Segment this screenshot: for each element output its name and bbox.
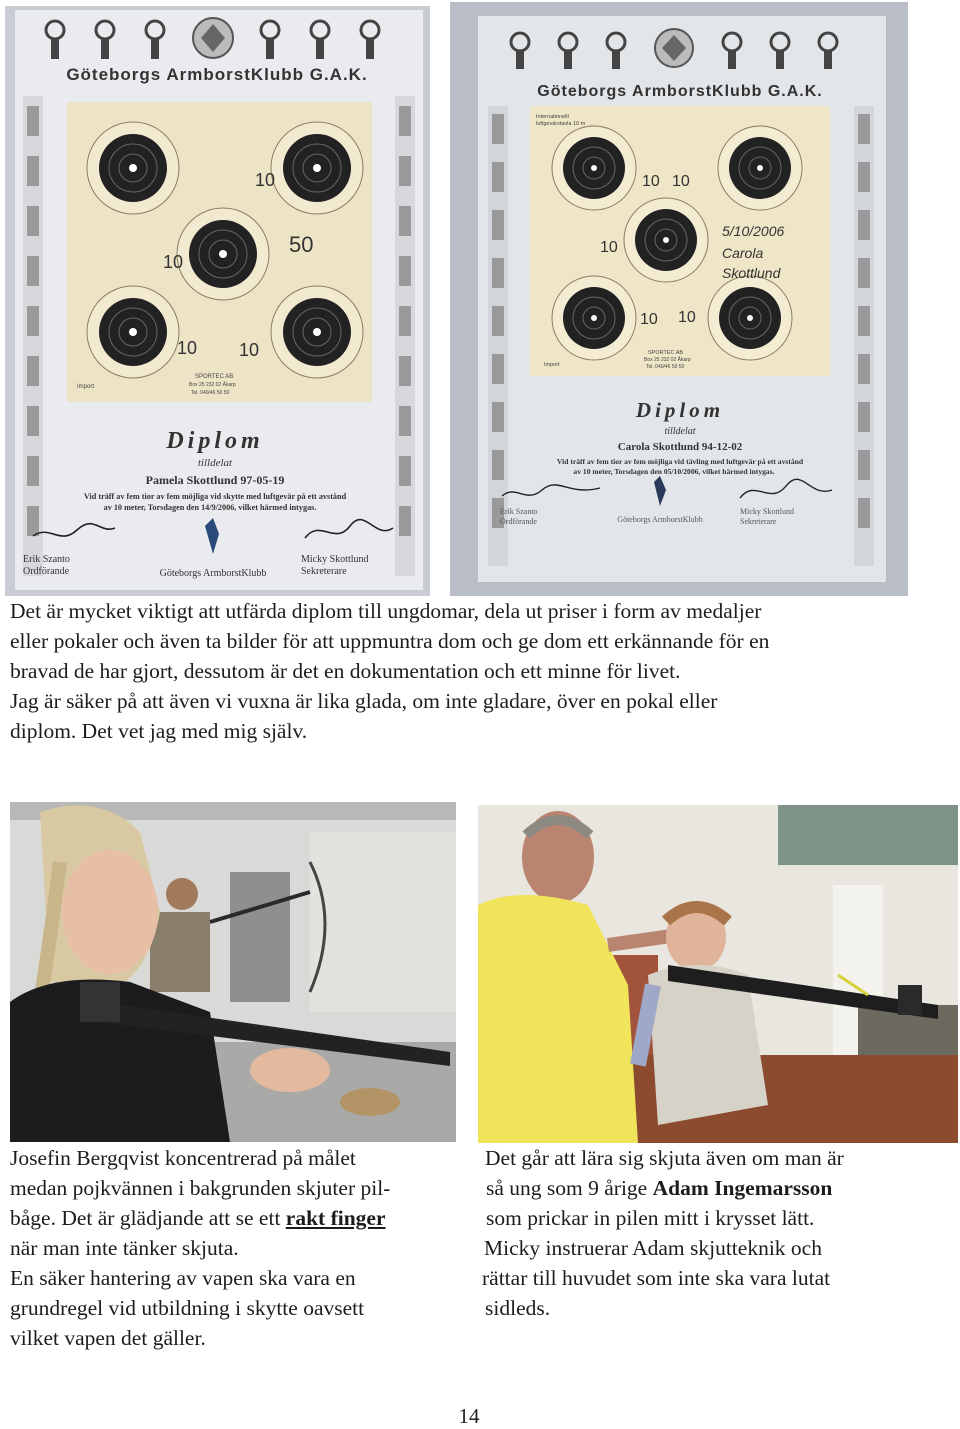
target-icon [718,126,802,210]
target-icon [552,126,636,210]
trophy-strip-left-icon [488,106,508,566]
caption-right [482,1143,952,1323]
sponsor-address: Box 25 232 02 Åkarp [189,382,236,388]
signer1-name: Erik Szanto [500,507,538,516]
target-icon [271,286,363,378]
footer-club: Göteborgs ArmborstKlubb [617,515,703,524]
diploma-recipient: Carola Skottlund 94-12-02 [617,441,743,453]
emphasis-rakt-finger: rakt finger [285,1206,386,1230]
target-icon [87,286,179,378]
caption-line: sidleds. [485,1296,551,1320]
caption-line: grundregel vid utbildning i skytte oavsett [10,1296,365,1320]
caption-line [10,1203,475,1233]
hand-score: 10 [163,252,184,272]
intro-line: Jag är säker på att även vi vuxna är lika glada, om inte gladare, över en pokal eller [10,689,718,713]
trophy-strip-left-icon [23,96,43,576]
target-label: luftgevärstavla 10 m [536,121,586,127]
diploma-text: Vid träff av fem tior av fem möjliga vid tävling med luftgevär på ett avstånd [556,457,804,466]
target-icon [271,122,363,214]
target-icon [552,276,636,360]
sponsor-phone: Tel. 040/46 50 50 [191,390,230,396]
caption-line: Josefin Bergqvist koncentrerad på målet [10,1146,356,1170]
caption-line: Micky instruerar Adam skjutteknik och [484,1236,822,1260]
signer2-role: Sekreterare [740,517,777,526]
wall-window [778,805,958,865]
caption-line [482,1173,952,1203]
signer2-name: Micky Skottlund [301,554,369,565]
diploma-recipient: Pamela Skottlund 97-05-19 [145,473,285,487]
sponsor-phone: Tel. 040/46 50 50 [646,364,685,370]
hand-score: 10 [672,173,690,190]
caption-text: så ung som 9 årige [486,1176,653,1200]
wall-panel [310,832,456,1012]
caption-line: när man inte tänker skjuta. [10,1236,239,1260]
caption-line: En säker hantering av vapen ska vara en [10,1266,356,1290]
caption-line: vilket vapen det gäller. [10,1326,206,1350]
sponsor-name: SPORTEC AB [195,374,234,380]
sponsor-name: SPORTEC AB [648,350,684,356]
signer1-role: Ordförande [23,566,70,577]
trophy-strip-right-icon [854,106,874,566]
hand-total-score: 50 [289,232,314,257]
caption-line: medan pojkvännen i bakgrunden skjuter pil- [10,1176,391,1200]
club-name: Göteborgs ArmborstKlubb G.A.K. [537,83,823,100]
hand-score: 10 [177,338,198,358]
diploma-tilldelat: tilldelat [664,426,696,437]
club-emblem-icon [655,29,693,67]
club-name: Göteborgs ArmborstKlubb G.A.K. [66,65,368,84]
diploma-photo-right [450,2,908,596]
club-emblem-icon [193,18,233,58]
diploma-photo-left [5,6,430,596]
caption-text: båge. Det är glädjande att se ett [10,1206,286,1230]
target-icon [87,122,179,214]
caption-line: som prickar in pilen mitt i krysset lätt. [486,1206,815,1230]
signer1-name: Erik Szanto [23,554,70,565]
door-frame [230,872,290,1002]
intro-line: bravad de har gjort, dessutom är det en dokumentation och ett minne för livet. [10,659,681,683]
hand-score: 10 [600,239,618,256]
hand-score: 10 [642,173,660,190]
hand-score: 10 [678,309,696,326]
intro-line: Det är mycket viktigt att utfärda diplom till ungdomar, dela ut priser i form av medaljer [10,599,762,623]
diploma-text: av 10 meter, Torsdagen den 14/9/2006, vilket härmed intygas. [103,503,317,512]
diploma-text: av 10 meter, Torsdagen den 05/10/2006, vilket härmed intygas. [573,467,775,476]
target-icon [624,198,708,282]
diploma-right-svg [450,2,908,596]
diploma-title: Diplom [635,398,725,422]
photo-josefin-crossbow [10,802,456,1142]
import-label: Import [544,362,560,368]
signer2-role: Sekreterare [301,566,347,577]
diploma-tilldelat: tilldelat [197,457,233,469]
intro-paragraph [10,596,950,746]
photo-josefin-svg [10,802,456,1142]
intro-line: diplom. Det vet jag med mig själv. [10,719,308,743]
hand-name: Carola [722,245,764,261]
intro-line: eller pokaler och även ta bilder för att uppmuntra dom och ge dom ett erkännande för en [10,629,770,653]
footer-club: Göteborgs ArmborstKlubb [159,568,267,579]
diploma-title: Diplom [166,428,264,454]
emphasis-name: Adam Ingemarsson [652,1176,833,1200]
signer1-role: Ordförande [500,517,537,526]
target-icon [708,276,792,360]
target-icon [177,208,269,300]
signer2-name: Micky Skottlund [740,507,795,516]
hand-date: 5/10/2006 [722,223,785,239]
hand-score: 10 [640,311,658,328]
diploma-left-svg [5,6,430,596]
hand-name: Skottlund [722,265,781,281]
caption-left [10,1143,475,1353]
diploma-text: Vid träff av fem tior av fem möjliga vid skytte med luftgevär på ett avstånd [83,492,347,501]
target-label: Internationellt [536,114,570,120]
page-number: 14 [458,1404,480,1428]
import-label: Import [77,384,95,390]
sponsor-address: Box 25 232 02 Åkarp [644,357,691,363]
trophy-strip-right-icon [395,96,415,576]
hand-score: 10 [255,170,276,190]
hand-score: 10 [239,340,260,360]
caption-line: Det går att lära sig skjuta även om man är [485,1146,844,1170]
caption-line: rättar till huvudet som inte ska vara lutat [482,1266,831,1290]
photo-adam-crossbow [478,805,958,1143]
photo-adam-svg [478,805,958,1143]
